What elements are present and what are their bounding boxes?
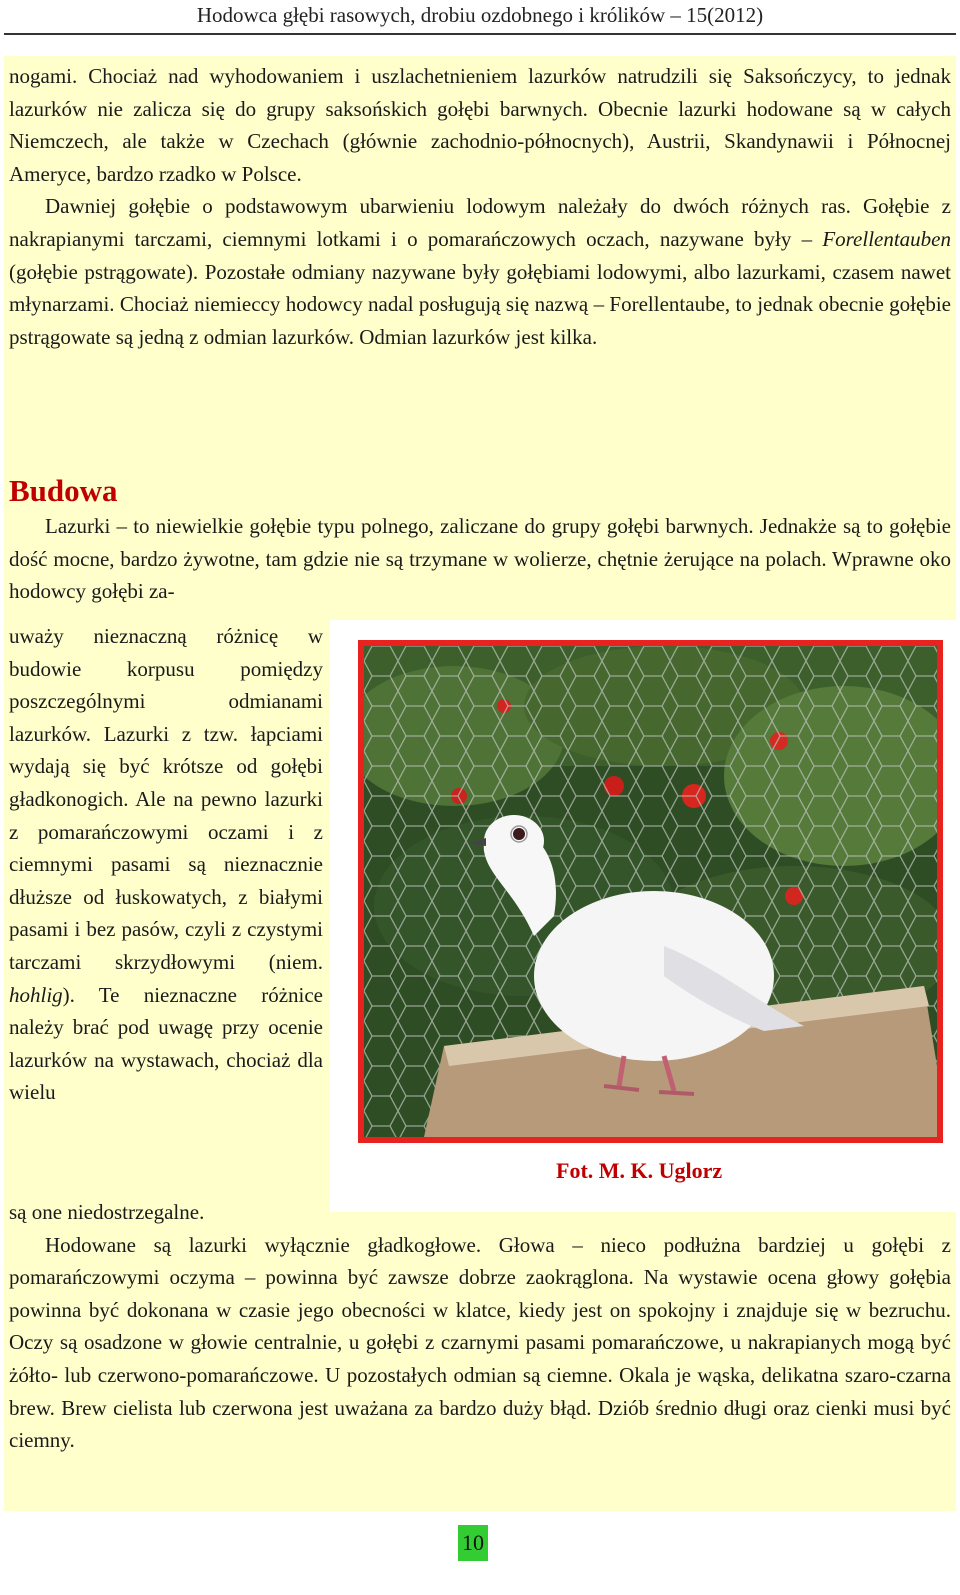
pigeon-illustration [364, 646, 937, 1137]
italic-term: hohlig [9, 982, 63, 1007]
wrapped-text-column [9, 620, 323, 1109]
paragraph: nogami. Chociaż nad wyhodowaniem i uszlachetnieniem lazurków natrudzili się Saksończycy, to jednak lazurków nie zalicza się do grupy saksońskich gołębi barwnych. Obecnie lazurki hodowane są w całych Niemczech, ale także w Czechach (głównie zachodnio-północnych), Austrii, Skandynawii i Północnej Ameryce, bardzo rzadko w Polsce. [9, 64, 951, 186]
pigeon-photo [358, 640, 943, 1143]
paragraph: Lazurki – to niewielkie gołębie typu polnego, zaliczane do grupy gołębi barwnych. Jednakże są to gołębie dość mocne, bardzo żywotne, tam gdzie nie są trzymane w wolierze, chętnie żerujące na polach. Wprawne oko hodowcy gołębi za- [9, 514, 951, 604]
intro-text [9, 60, 951, 353]
section-intro-text [9, 510, 951, 608]
section-heading: Budowa [9, 473, 118, 508]
running-header [0, 0, 960, 34]
photo-caption: Fot. M. K. Uglorz [556, 1158, 723, 1183]
paragraph: są one niedostrzegalne. [9, 1200, 205, 1224]
italic-term: Forellentauben [822, 226, 951, 251]
header-rule [4, 33, 956, 35]
paragraph: Dawniej gołębie o podstawowym ubarwieniu lodowym należały do dwóch różnych ras. Gołębie z nakrapianymi tarczami, ciemnymi lotkami i o pomarańczowych oczach, nazywane były – Forellentauben (gołębie pstrągowate). Pozostałe odmiany nazywane były gołębiami lodowymi, albo lazurkami, czasem nawet młynarzami. Chociaż niemieccy hodowcy nadal posługują się nazwą – Forellentaube, to jednak obecnie gołębie pstrągowate są jedną z odmian lazurków. Odmian lazurków jest kilka. [9, 194, 951, 349]
section-body-text [9, 1196, 951, 1457]
paragraph: Hodowane są lazurki wyłącznie gładkogłowe. Głowa – nieco podłużna bardziej u gołębi z pomarańczowymi oczyma – powinna być zawsze dobrze zaokrąglona. Na wystawie ocena głowy gołębia powinna być dokonana w czasie jego obecności w klatce, kiedy jest on spokojny i znajduje się w bezruchu. Oczy są osadzone w głowie centralnie, u gołębi z czarnymi pasami pomarańczowe, u nakrapianych mogą być żółto- lub czerwono-pomarańczowe. U pozostałych odmian są ciemne. Okala je wąska, delikatna szaro-czarna brew. Brew cielista lub czerwona jest uważana za bardzo duży błąd. Dziób średnio długi oraz cienki musi być ciemny. [9, 1232, 951, 1453]
page-number: 10 [458, 1525, 488, 1561]
journal-title: Hodowca głębi rasowych, drobiu ozdobnego i królików – 15(2012) [196, 3, 764, 27]
paragraph: uważy nieznaczną różnicę w budowie korpusu pomiędzy poszczególnymi odmianami lazurków. Lazurki z tzw. łapciami wydają się być krótsze od gołębi gładkonogich. Ale na pewno lazurki z pomarańczowymi oczami i z ciemnymi pasami są nieznacznie dłuższe od łuskowatych, z białymi pasami i bez pasów, czyli z czystymi tarczami skrzydłowymi (niem. hohlig). Te nieznaczne różnice należy brać pod uwagę przy ocenie lazurków na wystawach, chociaż dla wielu [9, 624, 323, 1105]
